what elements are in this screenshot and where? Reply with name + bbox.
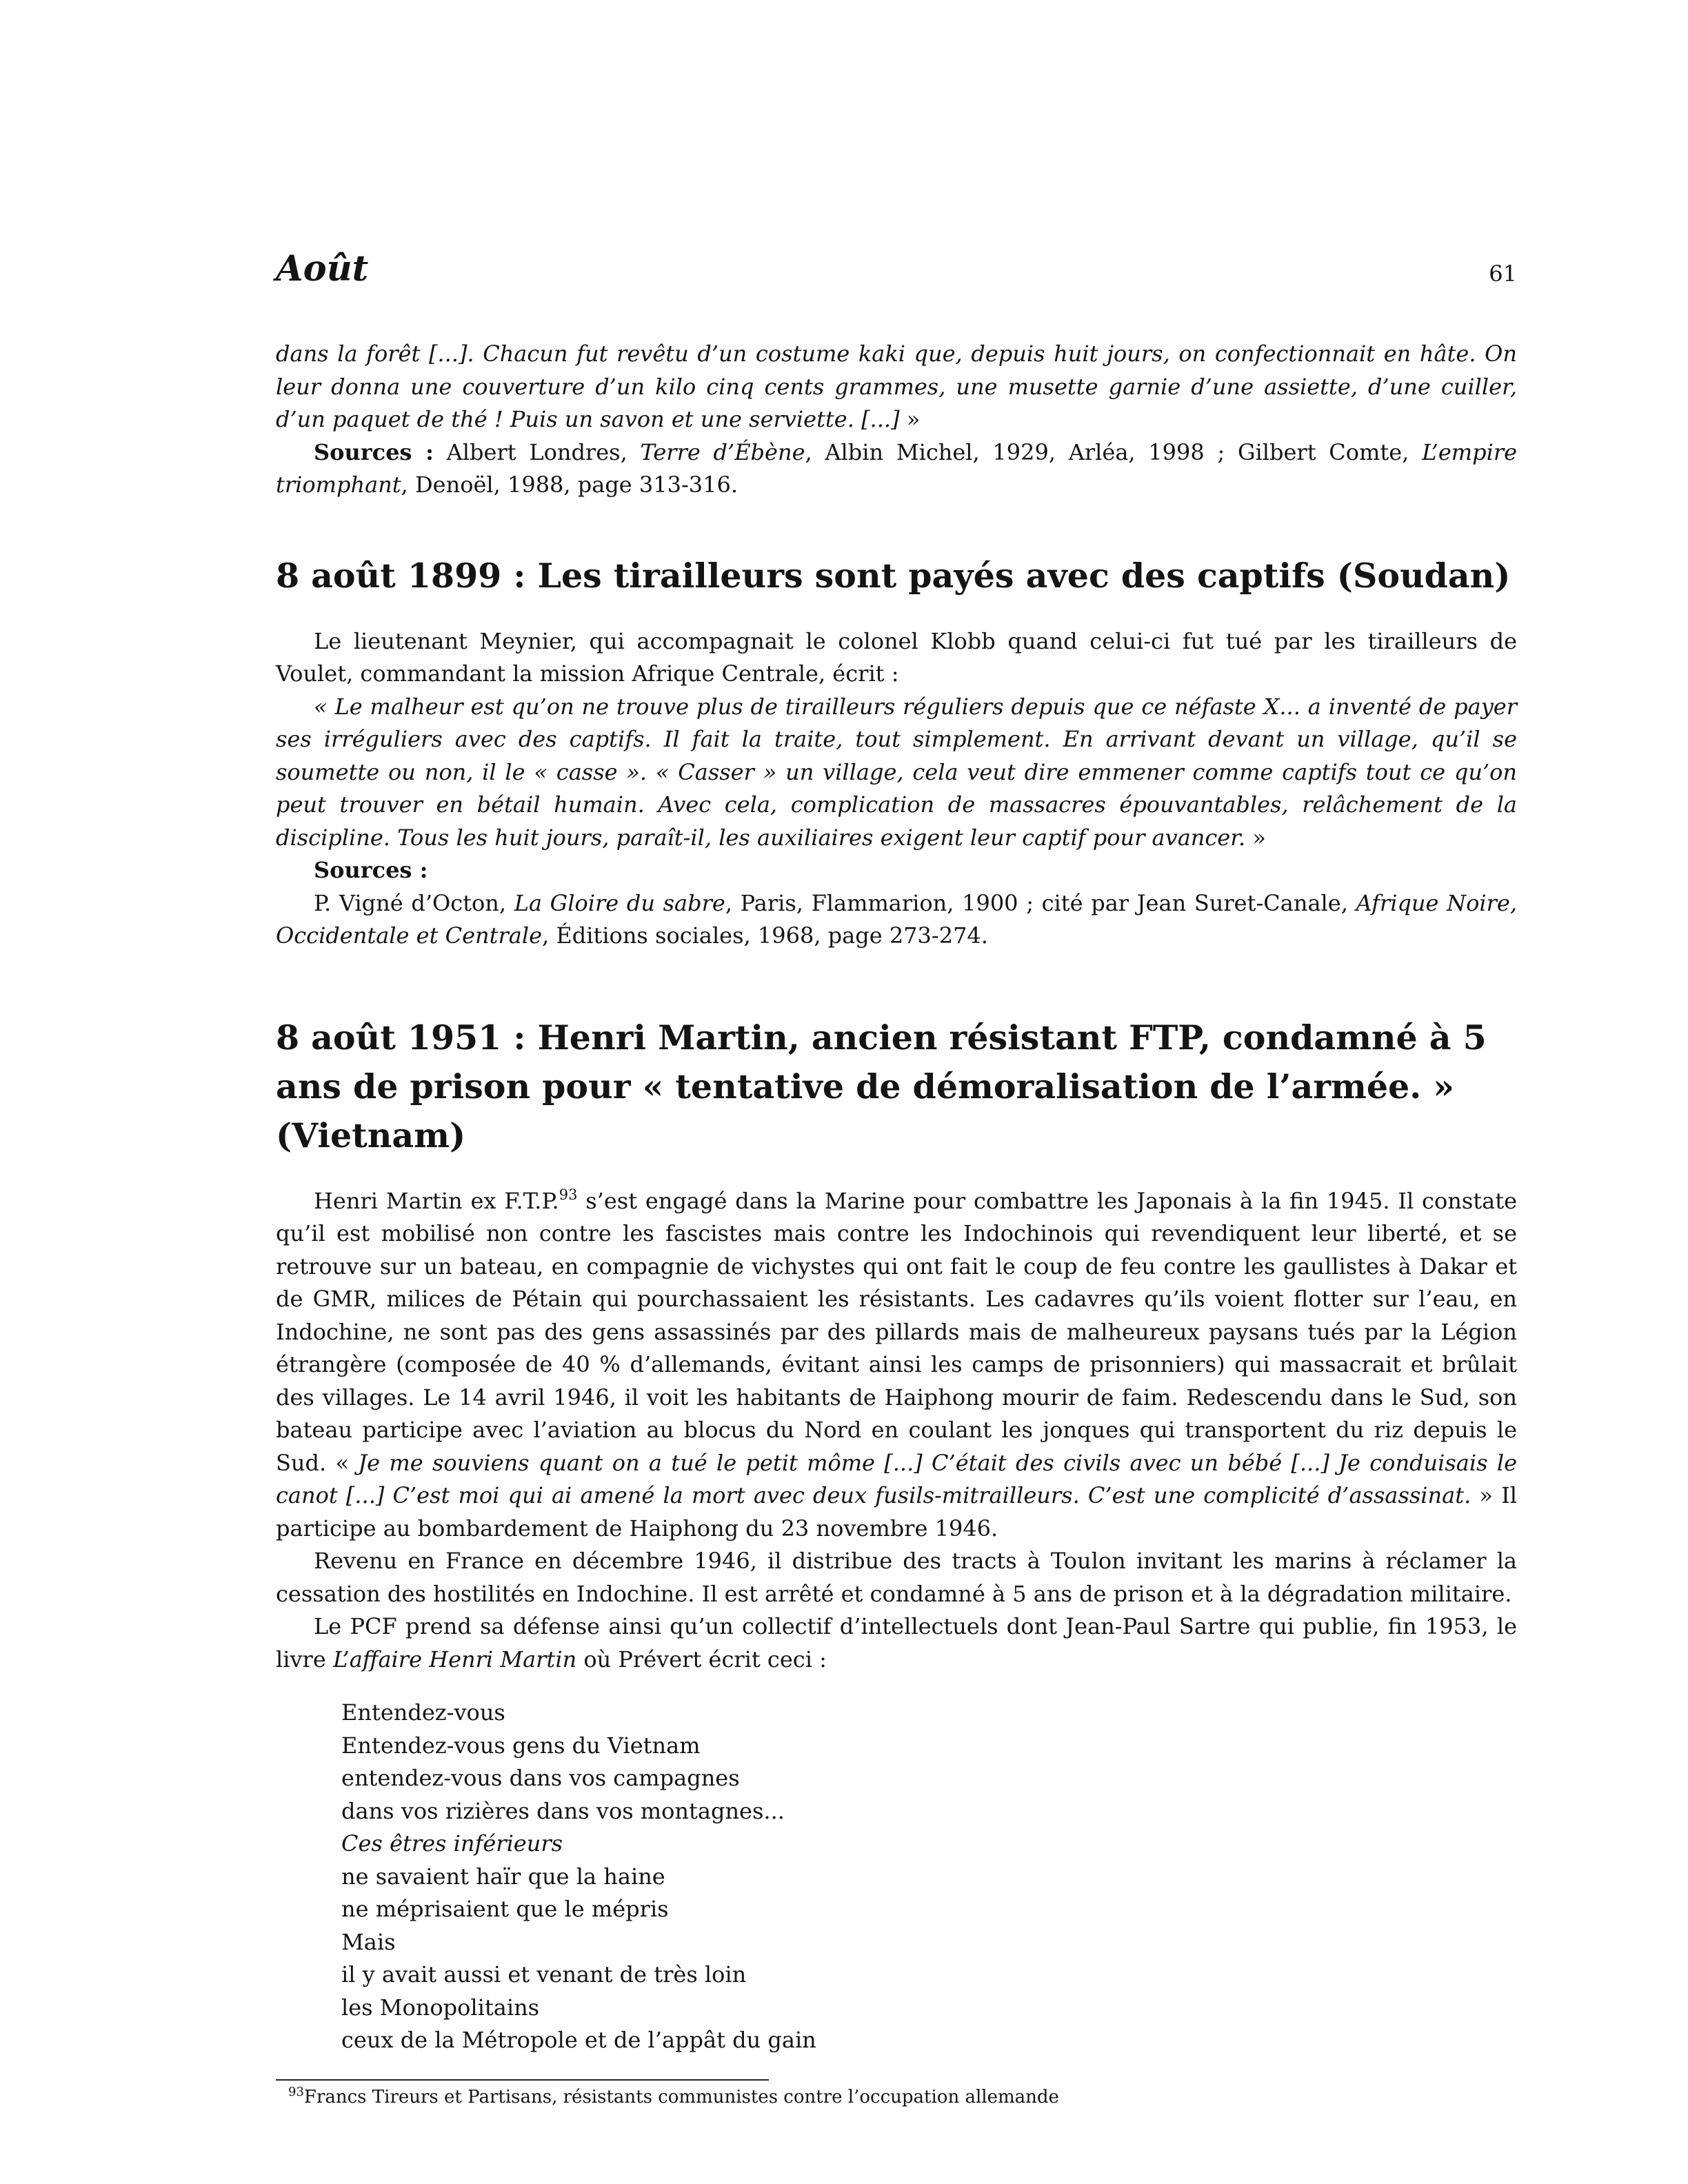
section2-p1-part-c: » Il participe au bombardement de Haiphong du 23 novembre 1946. xyxy=(276,1482,1518,1541)
poem-line: Entendez-vous xyxy=(341,1699,505,1726)
poem-line: les Monopolitains xyxy=(341,1994,540,2021)
section1-quote xyxy=(276,691,1517,855)
poem-line: dans vos rizières dans vos montagnes... xyxy=(341,1797,785,1824)
section1-paragraph: Le lieutenant Meynier, qui accompagnait le colonel Klobb quand celui-ci fut tué par les tirailleurs de Voulet, commandant la mission Afrique Centrale, écrit : xyxy=(276,627,1517,687)
intro-quote-text: dans la forêt [...]. Chacun fut revêtu d’un costume kaki que, depuis huit jours, on confectionnait en hâte. On leur donna une couverture d’un kilo cinq cents grammes, une musette garnie d’une assiette, d’une cuiller, d’un paquet de thé ! Puis un savon et une serviette. [...] xyxy=(276,341,1517,432)
section1-sources-title-2: Afrique Noire, Occidentale et Centrale xyxy=(276,889,1518,949)
intro-sources xyxy=(276,436,1517,502)
section1-quote-text: « Le malheur est qu’on ne trouve plus de tirailleurs réguliers depuis que ce néfaste X... a inventé de payer ses irréguliers avec des captifs. Il fait la traite, tout simplement. En arrivant devant un village, qu’il se soumette ou non, il le « casse ». « Casser » un village, cela veut dire emmener comme captifs tout ce qu’on peut trouver en bétail humain. Avec cela, complication de massacres épouvantables, relâchement de la discipline. Tous les huit jours, paraît-il, les auxiliaires exigent leur captif pour avancer. xyxy=(276,693,1517,851)
footnote-text: Francs Tireurs et Partisans, résistants communistes contre l’occupation allemande xyxy=(303,2087,1059,2107)
intro-sources-part-b: , Albin Michel, 1929, Arléa, 1998 ; Gilbert Comte, xyxy=(805,438,1423,465)
body-text xyxy=(276,338,1517,2057)
section1-sources xyxy=(276,887,1517,953)
intro-sources-title-2: L’empire triomphant xyxy=(276,438,1518,498)
section2-p3-part-a: Le PCF prend sa défense ainsi qu’un collectif d’intellectuels dont Jean-Paul Sartre qui publie, fin 1953, le livre xyxy=(276,1613,1517,1672)
section2-paragraph-2: Revenu en France en décembre 1946, il distribue des tracts à Toulon invitant les marins à réclamer la cessation des hostilités en Indochine. Il est arrêté et condamné à 5 ans de prison et à la dégradation militaire. xyxy=(276,1548,1517,1607)
section1-sources-title-1: La Gloire du sabre xyxy=(514,889,725,916)
section2-p1-quote: Je me souviens quant on a tué le petit môme [...] C’était des civils avec un bébé [...] Je conduisais le canot [...] C’est moi qui ai amené la mort avec deux fusils-mitrailleurs. C’est une complicité d’assassinat. xyxy=(276,1449,1518,1508)
poem-line: entendez-vous dans vos campagnes xyxy=(341,1765,740,1791)
intro-quote-close: » xyxy=(899,406,921,432)
section2-paragraph-3 xyxy=(276,1610,1517,1676)
footnote-reference-93[interactable]: 93 xyxy=(559,1186,578,1203)
section1-sources-part-c: , Éditions sociales, 1968, page 273-274. xyxy=(542,922,988,949)
section2-p1-part-b: s’est engagé dans la Marine pour combattre les Japonais à la fin 1945. Il constate qu’il est mobilisé non contre les fascistes mais contre les Indochinois qui revendiquent leur liberté, et se retrouve sur un bateau, en compagnie de vichystes qui ont fait le coup de feu contre les gaullistes à Dakar et de GMR, milices de Pétain qui pourchassaient les résistants. Les cadavres qu’ils voient flotter sur l’eau, en Indochine, ne sont pas des gens assassinés par des pillards mais de malheureux paysans tués par la Légion étrangère (composée de 40 % d’allemands, évitant ainsi les camps de prisonniers) qui massacrait et brûlait des villages. Le 14 avril 1946, il voit les habitants de Haiphong mourir de faim. Redescendu dans le Sud, son bateau participe avec l’aviation au blocus du Nord en coulant les jonques qui transportent du riz depuis le Sud. « xyxy=(276,1187,1518,1476)
intro-sources-part-a: Albert Londres, xyxy=(433,438,641,465)
poem-line: ceux de la Métropole et de l’appât du gain xyxy=(341,2027,816,2053)
section-heading-1899: 8 août 1899 : Les tirailleurs sont payés avec des captifs (Soudan) xyxy=(276,555,1511,596)
section-heading-1951: 8 août 1951 : Henri Martin, ancien résistant FTP, condamné à 5 ans de prison pour « tentative de démoralisation de l’armée. » (Vietnam) xyxy=(276,1017,1487,1155)
poem-line: Ces êtres inférieurs xyxy=(341,1830,563,1857)
section1-sources-label: Sources : xyxy=(314,857,428,883)
poem-line: ne savaient haïr que la haine xyxy=(341,1863,665,1890)
prevert-poem xyxy=(276,1697,1517,2057)
footnote-number: 93 xyxy=(288,2085,304,2099)
section2-p3-book-title: L’affaire Henri Martin xyxy=(332,1646,577,1672)
section1-sources-part-b: , Paris, Flammarion, 1900 ; cité par Jean Suret-Canale, xyxy=(725,889,1356,916)
intro-sources-label: Sources : xyxy=(314,438,434,465)
section1-quote-close: » xyxy=(1245,824,1266,851)
section1-sources-heading xyxy=(276,854,1517,887)
footnote-93 xyxy=(288,2085,1059,2110)
section2-p3-part-b: où Prévert écrit ceci : xyxy=(576,1646,827,1672)
page-number: 61 xyxy=(1489,261,1517,287)
poem-line: Entendez-vous gens du Vietnam xyxy=(341,1732,701,1759)
poem-line: il y avait aussi et venant de très loin xyxy=(341,1961,747,1988)
poem-line: ne méprisaient que le mépris xyxy=(341,1896,669,1922)
intro-quote-continuation xyxy=(276,338,1517,436)
intro-sources-title-1: Terre d’Ébène xyxy=(640,438,805,465)
poem-line: Mais xyxy=(341,1928,396,1955)
section2-p1-part-a: Henri Martin ex F.T.P. xyxy=(314,1187,559,1214)
footnote-divider xyxy=(276,2079,769,2081)
running-title: Août xyxy=(276,248,369,290)
running-header xyxy=(276,248,1517,303)
section2-paragraph-1 xyxy=(276,1185,1517,1546)
section1-sources-part-a: P. Vigné d’Octon, xyxy=(314,889,514,916)
intro-sources-part-c: , Denoël, 1988, page 313-316. xyxy=(401,472,738,498)
document-page xyxy=(276,0,1517,2184)
